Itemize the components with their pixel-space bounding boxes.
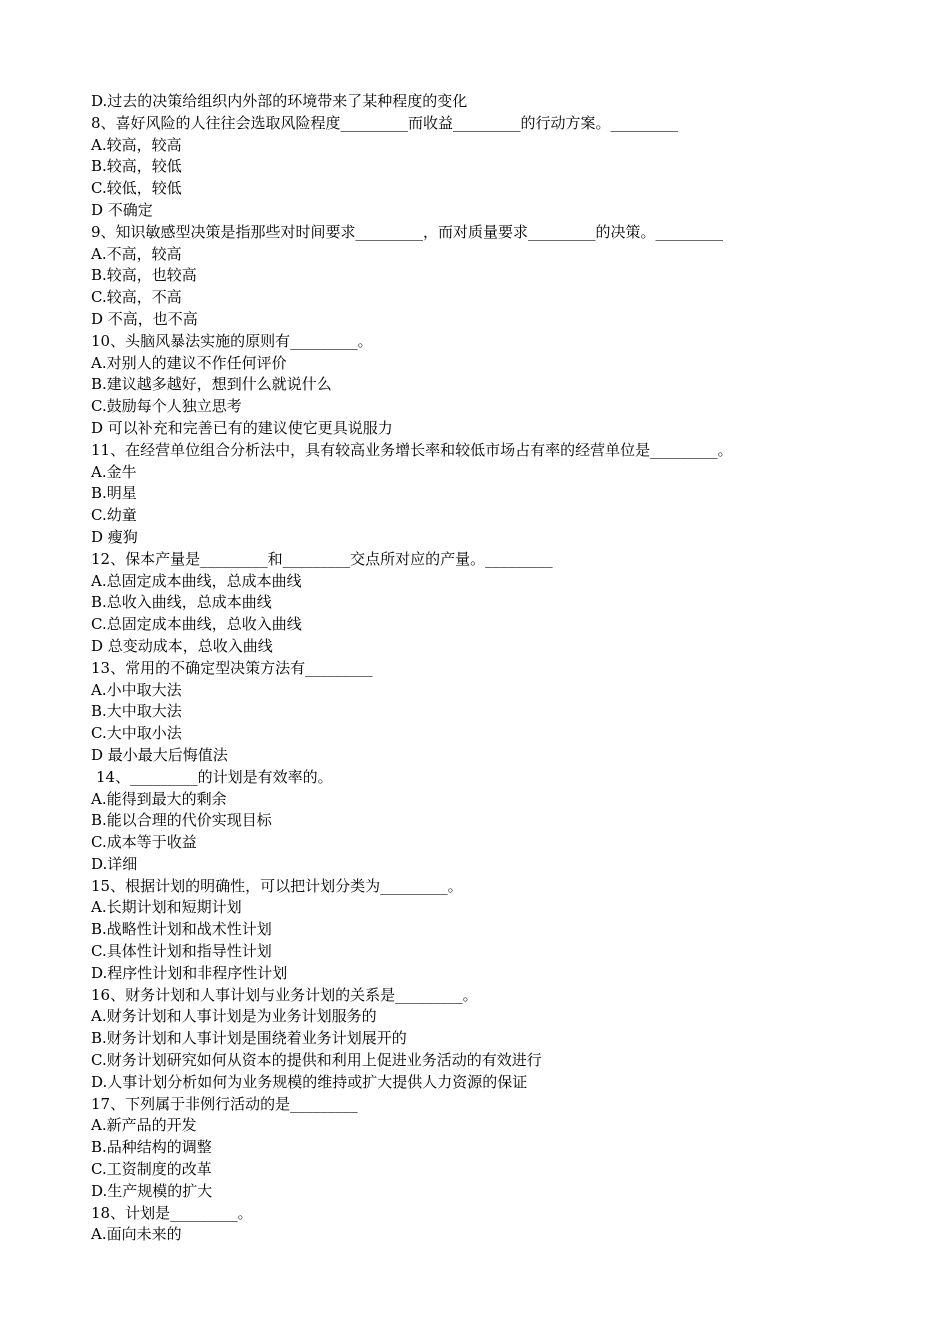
answer-option-line: D 瘦狗	[91, 527, 138, 546]
answer-option-line: B.财务计划和人事计划是围绕着业务计划展开的	[91, 1029, 407, 1048]
answer-option-line: C.工资制度的改革	[91, 1160, 212, 1179]
question-line: 9、知识敏感型决策是指那些对时间要求_________，而对质量要求_________的决策。_________	[91, 222, 724, 241]
question-line: 10、头脑风暴法实施的原则有_________。	[91, 331, 373, 350]
answer-option-line: B.较高，较低	[91, 157, 182, 176]
answer-option-line: A.不高，较高	[91, 244, 182, 263]
answer-option-line: D 可以补充和完善已有的建议使它更具说服力	[91, 418, 393, 437]
question-line: 13、常用的不确定型决策方法有_________	[91, 658, 373, 677]
answer-option-line: A.较高，较高	[91, 135, 182, 154]
answer-option-line: C.鼓励每个人独立思考	[91, 397, 242, 416]
answer-option-line: A.小中取大法	[91, 680, 182, 699]
answer-option-line: D.详细	[91, 854, 138, 873]
answer-option-line: D 不确定	[91, 200, 153, 219]
answer-option-line: A.财务计划和人事计划是为业务计划服务的	[91, 1007, 377, 1026]
answer-option-line: A.能得到最大的剩余	[91, 789, 227, 808]
answer-option-line: C.较低，较低	[91, 179, 182, 198]
answer-option-line: A.新产品的开发	[91, 1116, 197, 1135]
answer-option-line: A.对别人的建议不作任何评价	[91, 353, 287, 372]
answer-option-line: A.金牛	[91, 462, 137, 481]
answer-option-line: D.人事计划分析如何为业务规模的维持或扩大提供人力资源的保证	[91, 1072, 528, 1091]
answer-option-line: D.程序性计划和非程序性计划	[91, 963, 288, 982]
answer-option-line: B.明星	[91, 484, 137, 503]
question-line: 11、在经营单位组合分析法中，具有较高业务增长率和较低市场占有率的经营单位是_________。	[91, 440, 733, 459]
answer-option-line: B.建议越多越好，想到什么就说什么	[91, 375, 332, 394]
answer-option-line: B.品种结构的调整	[91, 1138, 212, 1157]
answer-option-line: C.较高，不高	[91, 288, 182, 307]
question-line: 16、财务计划和人事计划与业务计划的关系是_________。	[91, 985, 478, 1004]
answer-option-line: D.生产规模的扩大	[91, 1181, 213, 1200]
answer-option-line: C.成本等于收益	[91, 833, 197, 852]
answer-option-line: C.具体性计划和指导性计划	[91, 942, 272, 961]
question-line: 18、计划是_________。	[91, 1203, 253, 1222]
answer-option-line: B.能以合理的代价实现目标	[91, 811, 272, 830]
document-page	[91, 91, 911, 1246]
question-line: 8、喜好风险的人往往会选取风险程度_________而收益_________的行动方案。_________	[91, 113, 679, 132]
answer-option-line: B.总收入曲线，总成本曲线	[91, 593, 272, 612]
answer-option-line: A.总固定成本曲线，总成本曲线	[91, 571, 302, 590]
answer-option-line: C.财务计划研究如何从资本的提供和利用上促进业务活动的有效进行	[91, 1051, 542, 1070]
answer-option-line: B.战略性计划和战术性计划	[91, 920, 272, 939]
answer-option-line: A.长期计划和短期计划	[91, 898, 242, 917]
answer-option-line: B.较高，也较高	[91, 266, 197, 285]
answer-option-line: C.幼童	[91, 506, 137, 525]
question-line: 12、保本产量是_________和_________交点所对应的产量。_________	[91, 549, 553, 568]
answer-option-line: C.总固定成本曲线，总收入曲线	[91, 615, 302, 634]
question-line: 14、_________的计划是有效率的。	[96, 767, 333, 786]
answer-option-line: D.过去的决策给组织内外部的环境带来了某种程度的变化	[91, 92, 468, 110]
question-line: 17、下列属于非例行活动的是_________	[91, 1094, 358, 1113]
answer-option-line: C.大中取小法	[91, 724, 182, 743]
question-line: 15、根据计划的明确性，可以把计划分类为_________。	[91, 876, 463, 895]
answer-option-line: D 总变动成本，总收入曲线	[91, 636, 273, 655]
answer-option-line: D 不高，也不高	[91, 309, 198, 328]
answer-option-line: B.大中取大法	[91, 702, 182, 721]
answer-option-line: D 最小最大后悔值法	[91, 745, 228, 764]
answer-option-line: A.面向未来的	[91, 1225, 182, 1244]
